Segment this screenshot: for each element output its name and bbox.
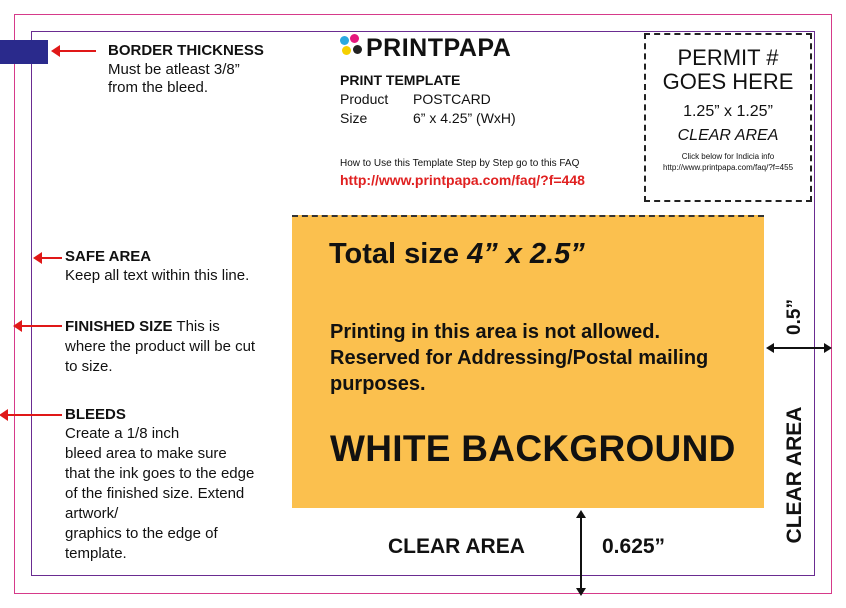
safe-arrow-icon [40, 257, 62, 259]
finished-line1: where the product will be cut [65, 338, 256, 355]
right-dimension-line [773, 347, 825, 349]
safe-line1: Keep all text within this line. [65, 267, 250, 284]
address-line3: purposes. [330, 373, 426, 395]
template-title: PRINT TEMPLATE [340, 72, 461, 88]
permit-size: 1.25” x 1.25” [683, 103, 773, 120]
bleeds-line: of the finished size. Extend [65, 485, 245, 502]
total-size-value: 4” x 2.5” [467, 238, 585, 270]
safe-area-dashed-line [292, 215, 764, 217]
product-label: Product [340, 91, 389, 107]
arrow-left-icon [766, 343, 774, 353]
right-dimension-label-wrap [770, 296, 820, 336]
border-heading: BORDER THICKNESS [108, 42, 264, 59]
arrow-down-icon [576, 588, 586, 596]
total-size [329, 236, 585, 272]
bleeds-line: template. [65, 545, 127, 562]
bleeds-line: Create a 1/8 inch [65, 425, 180, 442]
bleeds-heading: BLEEDS [65, 406, 126, 423]
arrow-up-icon [576, 510, 586, 518]
product-value: POSTCARD [413, 91, 491, 107]
size-label: Size [340, 110, 368, 126]
bleeds-line: graphics to the edge of [65, 525, 218, 542]
address-line1: Printing in this area is not allowed. [330, 321, 661, 343]
faq-link[interactable]: http://www.printpapa.com/faq/?f=448 [340, 172, 585, 188]
finished-line2: to size. [65, 358, 113, 375]
printpapa-logo-icon [338, 34, 368, 62]
bottom-dimension-value: 0.625” [602, 535, 666, 558]
safe-heading: SAFE AREA [65, 248, 152, 265]
border-thickness-swatch [0, 40, 48, 64]
permit-line1: PERMIT # [677, 45, 779, 70]
logo-text: PRINTPAPA [366, 34, 512, 62]
finished-arrow-icon [20, 325, 62, 327]
border-line1: Must be atleast 3/8” [108, 61, 240, 78]
bleeds-line: bleed area to make sure [65, 445, 227, 462]
howto-text: How to Use this Template Step by Step go to this FAQ [340, 158, 580, 169]
arrow-right-icon [824, 343, 832, 353]
template-info [340, 71, 516, 128]
bottom-dimension-line [580, 518, 582, 590]
finished-annotation [65, 317, 295, 377]
border-arrow-icon [58, 50, 96, 52]
right-clear-area: CLEAR AREA [783, 406, 806, 544]
border-annotation [108, 42, 264, 98]
right-dimension-value: 0.5” [784, 299, 805, 335]
permit-clear: CLEAR AREA [677, 127, 779, 144]
finished-heading-tail: This is [172, 318, 220, 335]
address-line2: Reserved for Addressing/Postal mailing [330, 347, 709, 369]
bleeds-line: artwork/ [65, 505, 119, 522]
permit-note2[interactable]: http://www.printpapa.com/faq/?f=455 [662, 163, 794, 172]
permit-note1: Click below for Indicia info [681, 152, 775, 161]
total-size-prefix: Total size [329, 238, 468, 270]
finished-heading: FINISHED SIZE [65, 318, 173, 335]
bottom-clear-area: CLEAR AREA [388, 535, 525, 558]
address-notice [330, 319, 708, 397]
white-background-note: WHITE BACKGROUND [330, 428, 736, 469]
permit-box [644, 33, 812, 202]
right-clear-wrap [695, 406, 846, 544]
safe-annotation [65, 248, 249, 286]
size-value: 6” x 4.25” (WxH) [413, 110, 516, 126]
bleeds-annotation [65, 406, 295, 564]
permit-line2: GOES HERE [662, 69, 794, 94]
border-line2: from the bleed. [108, 79, 209, 96]
bleeds-line: that the ink goes to the edge [65, 465, 255, 482]
bleeds-arrow-icon [6, 414, 62, 416]
